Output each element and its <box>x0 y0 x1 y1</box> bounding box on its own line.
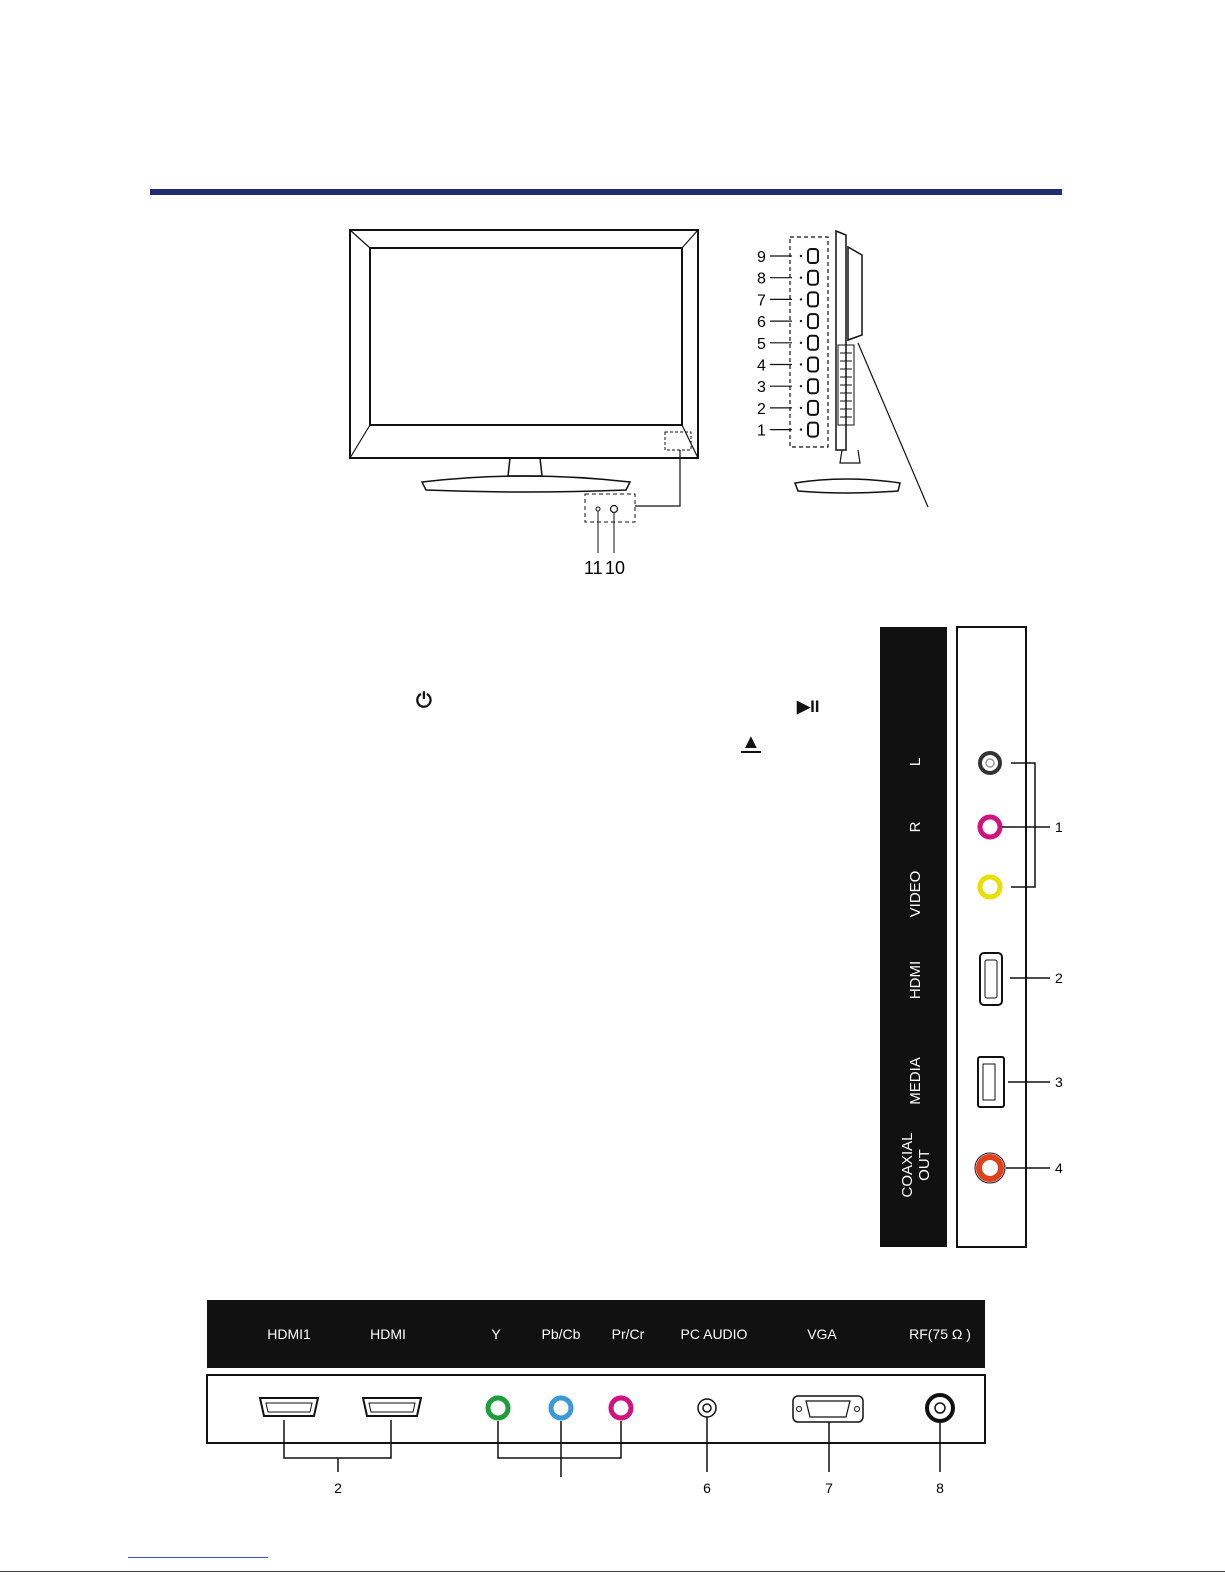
side-button-mark-8 <box>800 277 802 279</box>
side-button-mark-6 <box>800 320 802 322</box>
callout-rear-6: 6 <box>703 1480 711 1496</box>
callout-side-1: 1 <box>1055 819 1063 835</box>
callout-rear-2: 2 <box>334 1480 342 1496</box>
label-hdmi2: HDMI <box>370 1326 406 1342</box>
rear-panel-face <box>207 1375 985 1443</box>
tv-screen <box>370 248 682 425</box>
tv-bezel <box>350 230 698 458</box>
tv-back-housing <box>848 247 862 340</box>
side-button-9 <box>808 249 818 263</box>
label-l: L <box>907 757 924 767</box>
callout-rear-7: 7 <box>825 1480 833 1496</box>
label-pc-audio: PC AUDIO <box>680 1326 748 1342</box>
audio-l-jack <box>980 753 1000 773</box>
component-pb-jack <box>551 1398 571 1418</box>
tv-front-view <box>330 220 730 590</box>
label-r: R <box>907 821 924 833</box>
label-rf: RF(75 Ω ) <box>909 1326 971 1342</box>
callout-10: 10 <box>605 558 626 578</box>
callout-side-3: 3 <box>1055 1074 1063 1090</box>
label-vga: VGA <box>807 1326 837 1342</box>
side-stand-base <box>795 479 900 493</box>
indicator-dot-11 <box>596 507 600 511</box>
label-out: OUT <box>916 1149 933 1181</box>
callout-side-view-6: 6 <box>757 314 766 332</box>
side-button-mark-2 <box>800 407 802 409</box>
tv-neck <box>508 458 542 476</box>
callout-side-view-8: 8 <box>757 270 766 288</box>
hdmi2-port <box>363 1398 421 1416</box>
indicator-detail-box <box>585 494 635 522</box>
indicator-dot-10 <box>611 506 618 513</box>
callout-side-view-5: 5 <box>757 335 766 353</box>
label-coaxial: COAXIAL <box>899 1132 916 1198</box>
title-rule <box>150 189 1062 195</box>
tv-side-view <box>750 225 950 515</box>
rear-label-strip <box>207 1300 985 1368</box>
callout-side-4: 4 <box>1055 1160 1063 1176</box>
side-button-mark-5 <box>800 342 802 344</box>
side-button-7 <box>808 292 818 306</box>
video-jack <box>980 877 1000 897</box>
callout-rear-8: 8 <box>936 1480 944 1496</box>
callout-side-view-7: 7 <box>757 292 766 310</box>
eject-icon: ▲ <box>741 731 761 753</box>
coaxial-out-jack <box>979 1157 1001 1179</box>
footer-link-underline <box>128 1557 268 1558</box>
label-y: Y <box>491 1326 501 1342</box>
pc-audio-jack <box>698 1399 716 1417</box>
side-button-mark-9 <box>800 255 802 257</box>
label-hdmi: HDMI <box>907 960 924 1000</box>
label-hdmi1: HDMI1 <box>267 1326 311 1342</box>
play-pause-icon: ▶II <box>797 697 820 716</box>
power-icon: ⏻ <box>416 690 432 712</box>
label-pb: Pb/Cb <box>541 1326 581 1342</box>
label-pr: Pr/Cr <box>611 1326 645 1342</box>
label-media: MEDIA <box>907 1057 924 1105</box>
side-callouts <box>757 249 792 440</box>
side-button-mark-7 <box>800 298 802 300</box>
component-pr-jack <box>611 1398 631 1418</box>
side-button-4 <box>808 358 818 372</box>
callout-11: 11 <box>584 558 603 578</box>
side-hdmi-port <box>980 953 1002 1005</box>
side-button-2 <box>808 401 818 415</box>
side-button-3 <box>808 379 818 393</box>
callout-side-view-3: 3 <box>757 379 766 397</box>
hdmi1-port <box>260 1398 318 1416</box>
rf-jack <box>927 1395 953 1421</box>
label-video: VIDEO <box>907 870 924 918</box>
audio-r-jack <box>980 817 1000 837</box>
component-y-jack <box>488 1398 508 1418</box>
callout-side-view-9: 9 <box>757 249 766 266</box>
vga-port <box>793 1396 863 1422</box>
callout-side-2: 2 <box>1055 970 1063 986</box>
side-button-mark-1 <box>800 428 802 430</box>
side-buttons <box>800 249 818 437</box>
side-button-1 <box>808 423 818 437</box>
side-button-6 <box>808 314 818 328</box>
side-button-mark-3 <box>800 385 802 387</box>
callout-side-view-2: 2 <box>757 400 766 418</box>
side-panel-face <box>957 627 1026 1247</box>
callout-side-view-4: 4 <box>757 357 766 375</box>
side-button-mark-4 <box>800 363 802 365</box>
footer-rule <box>0 1571 1225 1572</box>
rear-input-panel <box>200 1295 1000 1500</box>
callout-side-view-1: 1 <box>757 422 766 440</box>
side-button-8 <box>808 271 818 285</box>
side-button-5 <box>808 336 818 350</box>
side-input-panel <box>875 620 1075 1260</box>
tv-stand-base <box>422 476 630 492</box>
